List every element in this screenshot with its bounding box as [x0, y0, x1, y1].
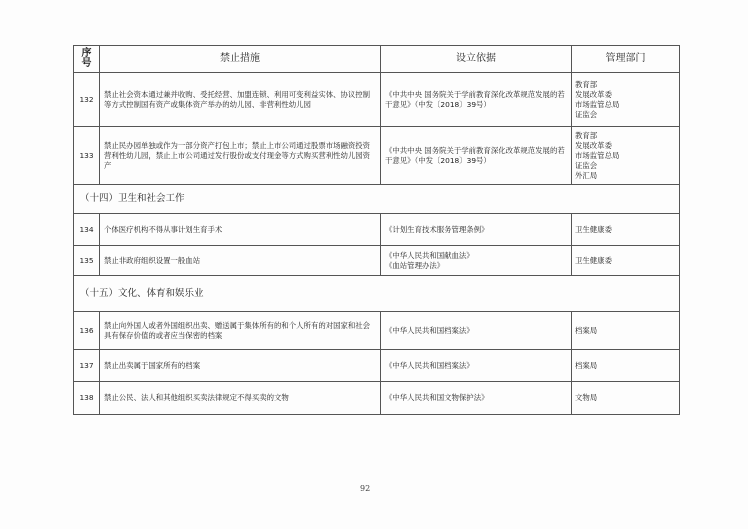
- section-title: （十五）文化、体育和娱乐业: [74, 276, 680, 312]
- prohibition-table: [73, 45, 680, 415]
- row-measure: 禁止社会资本通过兼并收购、受托经营、加盟连锁、利用可变利益实体、协议控制等方式控制国有资产或集体资产举办的幼儿园、非营利性幼儿园: [100, 73, 381, 127]
- row-basis: 《中华人民共和国文物保护法》: [381, 382, 572, 415]
- row-basis: 《中共中央 国务院关于学前教育深化改革规范发展的若干意见》（中发〔2018〕39号）: [381, 127, 572, 185]
- dept-name: 市场监管总局: [575, 99, 620, 109]
- dept-name: 发展改革委: [575, 140, 612, 150]
- row-number: 132: [74, 73, 100, 127]
- header-measure: 禁止措施: [100, 46, 381, 73]
- row-number: 137: [74, 350, 100, 382]
- row-basis: 《计划生育技术服务管理条例》: [381, 214, 572, 246]
- table-row: [74, 214, 680, 246]
- row-dept: 文物局: [572, 382, 680, 415]
- header-no: 序号: [74, 46, 100, 73]
- row-dept: 档案局: [572, 350, 680, 382]
- row-dept: 卫生健康委: [572, 246, 680, 276]
- dept-name: 发展改革委: [575, 89, 612, 99]
- section-title: （十四）卫生和社会工作: [74, 185, 680, 214]
- section-row: [74, 185, 680, 214]
- row-measure: 禁止民办园单独或作为一部分资产打包上市；禁止上市公司通过股票市场融资投资营利性幼儿园，禁止上市公司通过发行股份或支付现金等方式购买营利性幼儿园资产: [100, 127, 381, 185]
- dept-name: 市场监管总局: [575, 150, 620, 160]
- row-basis: 《中共中央 国务院关于学前教育深化改革规范发展的若干意见》（中发〔2018〕39号）: [381, 73, 572, 127]
- header-dept: 管理部门: [572, 46, 680, 73]
- table-row: [74, 350, 680, 382]
- row-measure: 禁止公民、法人和其他组织买卖法律规定不得买卖的文物: [100, 382, 381, 415]
- row-dept: [572, 127, 680, 185]
- dept-name: 教育部: [575, 79, 598, 89]
- row-measure: 禁止出卖属于国家所有的档案: [100, 350, 381, 382]
- table-row: [74, 382, 680, 415]
- row-number: 133: [74, 127, 100, 185]
- row-basis: 《中华人民共和国档案法》: [381, 350, 572, 382]
- header-basis: 设立依据: [381, 46, 572, 73]
- row-dept: [572, 73, 680, 127]
- row-number: 134: [74, 214, 100, 246]
- row-basis: 《中华人民共和国档案法》: [381, 312, 572, 350]
- table-row: [74, 73, 680, 127]
- table-header: [74, 46, 680, 73]
- dept-name: 证监会: [575, 109, 598, 119]
- row-basis: [381, 246, 572, 276]
- row-number: 136: [74, 312, 100, 350]
- basis-law: 《血站管理办法》: [385, 260, 445, 270]
- row-measure: 禁止向外国人或者外国组织出卖、赠送属于集体所有的和个人所有的对国家和社会具有保存价值的或者应当保密的档案: [100, 312, 381, 350]
- table-row: [74, 246, 680, 276]
- dept-name: 教育部: [575, 130, 598, 140]
- row-number: 135: [74, 246, 100, 276]
- table-row: [74, 127, 680, 185]
- page-number: 92: [360, 484, 371, 493]
- section-row: [74, 276, 680, 312]
- row-dept: 卫生健康委: [572, 214, 680, 246]
- row-dept: 档案局: [572, 312, 680, 350]
- table-row: [74, 312, 680, 350]
- row-measure: 禁止非政府组织设置一般血站: [100, 246, 381, 276]
- dept-name: 外汇局: [575, 170, 598, 180]
- dept-name: 证监会: [575, 160, 598, 170]
- row-number: 138: [74, 382, 100, 415]
- row-measure: 个体医疗机构不得从事计划生育手术: [100, 214, 381, 246]
- basis-law: 《中华人民共和国献血法》: [385, 250, 474, 260]
